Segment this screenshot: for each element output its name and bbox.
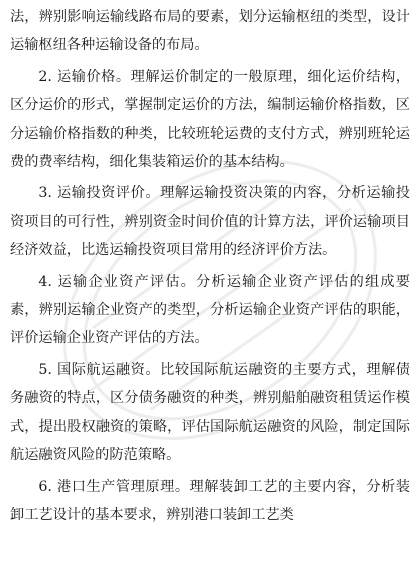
paragraph-transport-pricing: 2. 运输价格。理解运价制定的一般原理，细化运价结构，区分运价的形式，掌握制定运价的方法，编制运输价格指数，区分运输价格指数的种类，比较班轮运费的支付方式，辨别班轮运费的费率结构，细化集装箱运价的基本结构。 (10, 68, 410, 171)
document-body (10, 3, 410, 532)
paragraph-port-production-management: 6. 港口生产管理原理。理解装卸工艺的主要内容，分析装卸工艺设计的基本要求，辨别港口装卸工艺类 (10, 478, 410, 523)
paragraph-international-shipping-finance: 5. 国际航运融资。比较国际航运融资的主要方式，理解债务融资的特点，区分债务融资的种类，辨别船舶融资租赁运作模式，提出股权融资的策略，评估国际航运融资的风险，制定国际航运融资风险的防范策略。 (10, 361, 410, 464)
paragraph-transport-investment-evaluation: 3. 运输投资评价。理解运输投资决策的内容，分析运输投资项目的可行性，辨别资金时间价值的计算方法，评价运输项目经济效益，比选运输投资项目常用的经济评价方法。 (10, 185, 410, 259)
paragraph-intro-continuation: 法，辨别影响运输线路布局的要素，划分运输枢纽的类型，设计运输枢纽各种运输设备的布局。 (10, 9, 410, 54)
paragraph-enterprise-asset-assessment: 4. 运输企业资产评估。分析运输企业资产评估的组成要素，辨别运输企业资产的类型，分析运输企业资产评估的职能，评价运输企业资产评估的方法。 (10, 273, 410, 347)
